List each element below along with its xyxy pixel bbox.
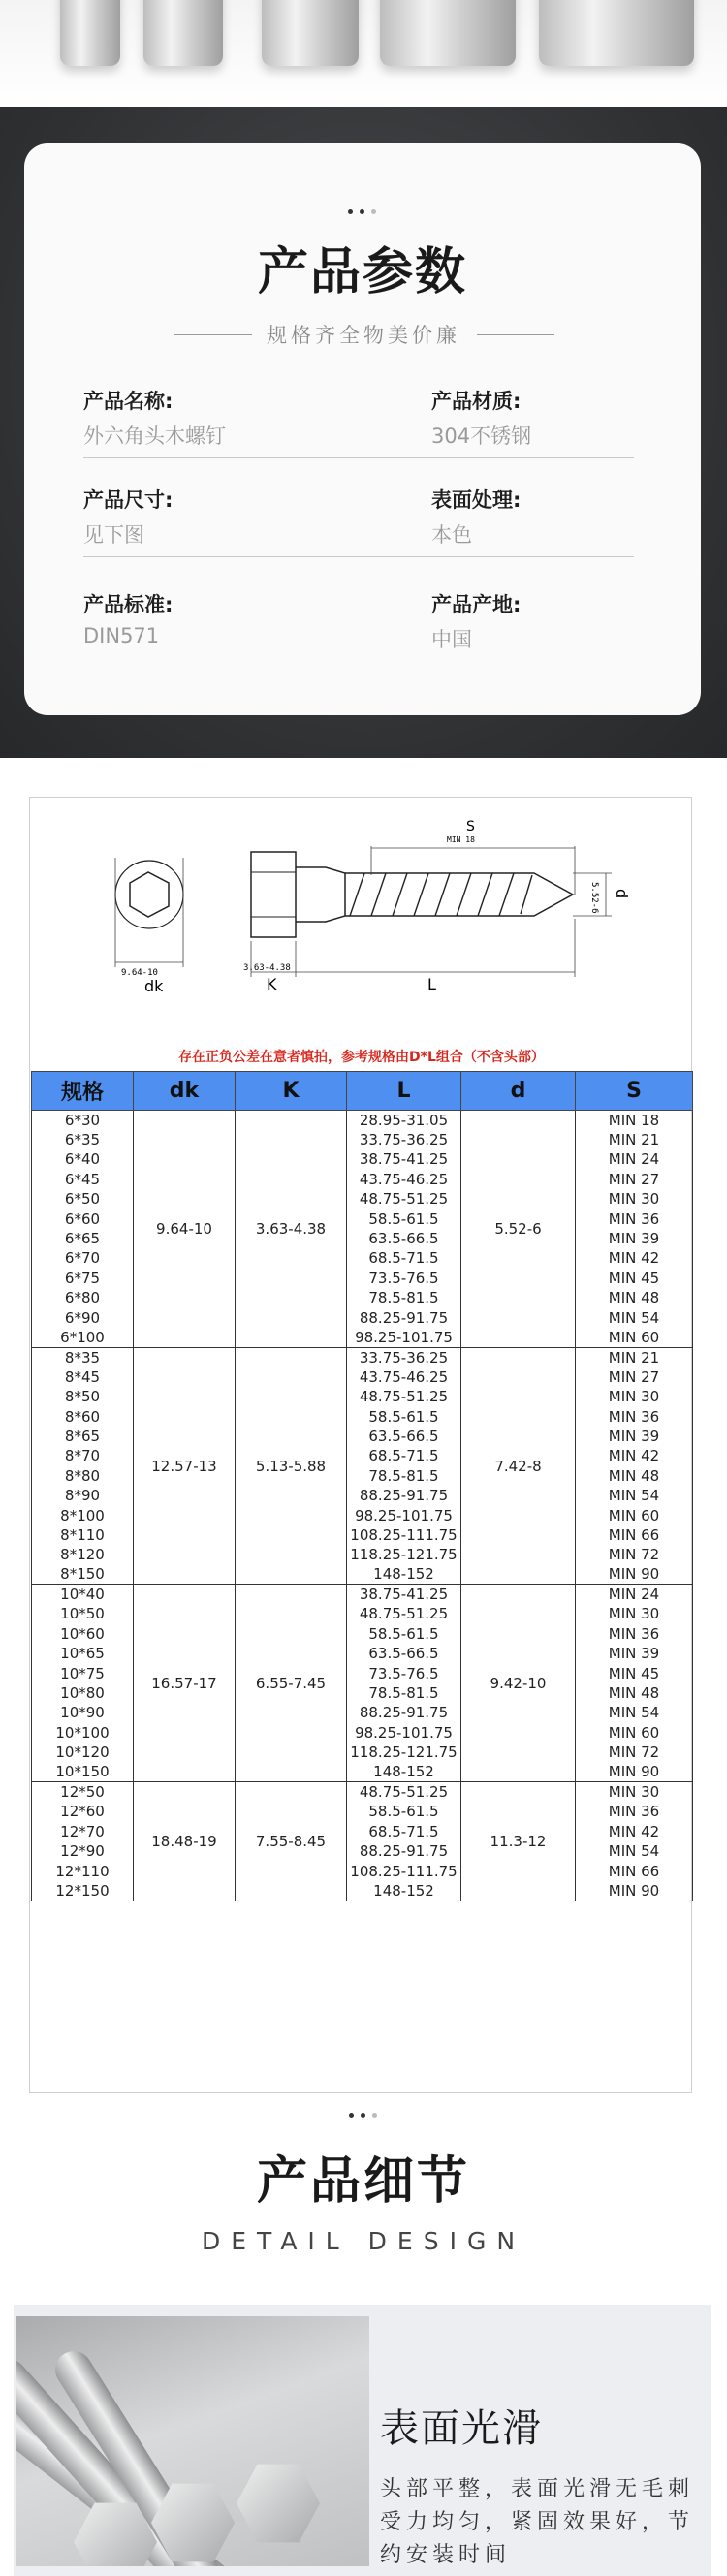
cell-spec: 6*100 bbox=[32, 1328, 134, 1347]
table-row bbox=[32, 1367, 693, 1387]
cell-l: 98.25-101.75 bbox=[347, 1505, 461, 1524]
cell-dk: 18.48-19 bbox=[134, 1782, 236, 1901]
cell-spec: 6*45 bbox=[32, 1170, 134, 1189]
header-dk: dk bbox=[134, 1072, 236, 1111]
cell-s: MIN 90 bbox=[576, 1762, 693, 1781]
cell-spec: 6*75 bbox=[32, 1269, 134, 1288]
cell-s: MIN 27 bbox=[576, 1170, 693, 1189]
cell-l: 63.5-66.5 bbox=[347, 1427, 461, 1446]
cell-s: MIN 42 bbox=[576, 1446, 693, 1465]
cell-l: 38.75-41.25 bbox=[347, 1149, 461, 1169]
table-row bbox=[32, 1189, 693, 1209]
cell-s: MIN 42 bbox=[576, 1248, 693, 1268]
param-label: 产品尺寸: bbox=[83, 488, 174, 512]
s-note: MIN 18 bbox=[447, 835, 475, 844]
cell-l: 58.5-61.5 bbox=[347, 1624, 461, 1644]
cell-s: MIN 54 bbox=[576, 1841, 693, 1861]
cell-s: MIN 36 bbox=[576, 1802, 693, 1821]
cell-s: MIN 24 bbox=[576, 1149, 693, 1169]
header-s: S bbox=[576, 1072, 693, 1111]
cell-spec: 8*150 bbox=[32, 1564, 134, 1584]
spec-box bbox=[29, 797, 692, 2093]
table-row bbox=[32, 1861, 693, 1880]
cell-s: MIN 27 bbox=[576, 1367, 693, 1387]
table-row bbox=[32, 1743, 693, 1762]
cell-spec: 8*90 bbox=[32, 1486, 134, 1505]
header-d: d bbox=[461, 1072, 576, 1111]
cell-l: 33.75-36.25 bbox=[347, 1130, 461, 1149]
cell-l: 118.25-121.75 bbox=[347, 1545, 461, 1564]
cell-spec: 12*110 bbox=[32, 1861, 134, 1880]
table-row bbox=[32, 1288, 693, 1307]
param-value: 中国 bbox=[431, 628, 472, 651]
cell-spec: 6*65 bbox=[32, 1229, 134, 1248]
table-row bbox=[32, 1149, 693, 1169]
l-label: L bbox=[427, 975, 436, 993]
cell-s: MIN 30 bbox=[576, 1604, 693, 1623]
cell-l: 108.25-111.75 bbox=[347, 1525, 461, 1545]
cell-spec: 10*120 bbox=[32, 1743, 134, 1762]
cell-s: MIN 30 bbox=[576, 1189, 693, 1209]
table-row bbox=[32, 1723, 693, 1743]
cell-l: 58.5-61.5 bbox=[347, 1209, 461, 1228]
param-surface bbox=[431, 485, 664, 549]
cell-s: MIN 45 bbox=[576, 1663, 693, 1682]
table-row bbox=[32, 1466, 693, 1486]
hex-head-end-view bbox=[130, 872, 169, 917]
cell-l: 48.75-51.25 bbox=[347, 1189, 461, 1209]
table-row bbox=[32, 1624, 693, 1644]
cell-s: MIN 39 bbox=[576, 1644, 693, 1663]
dk-label: dk bbox=[144, 977, 164, 995]
cell-s: MIN 54 bbox=[576, 1703, 693, 1722]
table-row bbox=[32, 1604, 693, 1623]
feature-description: 头部平整，表面光滑无毛刺受力均匀，紧固效果好，节约安装时间 bbox=[380, 2477, 695, 2567]
d-value-label: 5.52-6 bbox=[589, 882, 599, 914]
cell-l: 118.25-121.75 bbox=[347, 1743, 461, 1762]
cell-spec: 6*80 bbox=[32, 1288, 134, 1307]
cell-s: MIN 60 bbox=[576, 1505, 693, 1524]
params-subtitle: 规格齐全物美价廉 bbox=[267, 324, 460, 347]
cell-spec: 8*100 bbox=[32, 1505, 134, 1524]
cell-l: 68.5-71.5 bbox=[347, 1446, 461, 1465]
cell-l: 58.5-61.5 bbox=[347, 1406, 461, 1426]
param-material bbox=[431, 386, 664, 450]
param-origin bbox=[431, 589, 664, 653]
cell-spec: 6*50 bbox=[32, 1189, 134, 1209]
cell-spec: 12*70 bbox=[32, 1822, 134, 1841]
cell-s: MIN 18 bbox=[576, 1111, 693, 1130]
cell-spec: 6*60 bbox=[32, 1209, 134, 1228]
table-row bbox=[32, 1545, 693, 1564]
cell-s: MIN 36 bbox=[576, 1624, 693, 1644]
table-row bbox=[32, 1644, 693, 1663]
cell-l: 73.5-76.5 bbox=[347, 1663, 461, 1682]
cell-spec: 8*65 bbox=[32, 1427, 134, 1446]
cell-s: MIN 54 bbox=[576, 1486, 693, 1505]
table-row bbox=[32, 1427, 693, 1446]
table-row bbox=[32, 1229, 693, 1248]
cell-spec: 10*90 bbox=[32, 1703, 134, 1722]
cell-spec: 12*150 bbox=[32, 1881, 134, 1901]
tolerance-notice: 存在正负公差在意者慎拍，参考规格由D*L组合（不含头部） bbox=[178, 1050, 545, 1065]
param-label: 表面处理: bbox=[431, 488, 522, 512]
cell-spec: 10*150 bbox=[32, 1762, 134, 1781]
cell-s: MIN 60 bbox=[576, 1723, 693, 1743]
cell-d: 9.42-10 bbox=[461, 1585, 576, 1782]
screw-detail-photo bbox=[16, 2316, 369, 2566]
cell-l: 38.75-41.25 bbox=[347, 1585, 461, 1604]
table-row bbox=[32, 1564, 693, 1584]
screw-dimension-diagram bbox=[30, 798, 693, 1030]
cell-spec: 12*60 bbox=[32, 1802, 134, 1821]
cell-d: 5.52-6 bbox=[461, 1111, 576, 1348]
cell-l: 43.75-46.25 bbox=[347, 1367, 461, 1387]
header-k: K bbox=[236, 1072, 347, 1111]
cell-spec: 6*40 bbox=[32, 1149, 134, 1169]
cell-s: MIN 48 bbox=[576, 1466, 693, 1486]
table-row bbox=[32, 1209, 693, 1228]
cell-s: MIN 36 bbox=[576, 1209, 693, 1228]
table-row bbox=[32, 1782, 693, 1802]
cell-l: 43.75-46.25 bbox=[347, 1170, 461, 1189]
table-row bbox=[32, 1822, 693, 1841]
param-value: 304不锈钢 bbox=[431, 424, 532, 448]
cell-l: 28.95-31.05 bbox=[347, 1111, 461, 1130]
table-row bbox=[32, 1762, 693, 1781]
cell-l: 88.25-91.75 bbox=[347, 1703, 461, 1722]
cell-l: 148-152 bbox=[347, 1881, 461, 1901]
cell-l: 73.5-76.5 bbox=[347, 1269, 461, 1288]
hex-head-circle bbox=[115, 861, 183, 928]
cell-l: 88.25-91.75 bbox=[347, 1307, 461, 1327]
d-label: d bbox=[613, 889, 631, 899]
decorative-dots bbox=[349, 2113, 388, 2120]
cell-s: MIN 30 bbox=[576, 1782, 693, 1802]
cell-spec: 8*110 bbox=[32, 1525, 134, 1545]
param-value: 见下图 bbox=[83, 523, 144, 547]
table-row bbox=[32, 1406, 693, 1426]
cell-spec: 10*60 bbox=[32, 1624, 134, 1644]
cell-dk: 9.64-10 bbox=[134, 1111, 236, 1348]
param-label: 产品名称: bbox=[83, 390, 174, 413]
table-row bbox=[32, 1130, 693, 1149]
screw-head-side bbox=[251, 852, 296, 937]
cell-s: MIN 21 bbox=[576, 1130, 693, 1149]
cell-spec: 8*45 bbox=[32, 1367, 134, 1387]
cell-spec: 8*120 bbox=[32, 1545, 134, 1564]
cell-spec: 10*80 bbox=[32, 1683, 134, 1703]
cell-spec: 10*50 bbox=[32, 1604, 134, 1623]
cell-dk: 12.57-13 bbox=[134, 1347, 236, 1585]
cell-l: 33.75-36.25 bbox=[347, 1347, 461, 1367]
detail-subtitle: DETAIL DESIGN bbox=[201, 2227, 526, 2255]
product-photo-strip bbox=[0, 0, 727, 107]
table-row bbox=[32, 1347, 693, 1367]
bolt-head-image bbox=[539, 0, 694, 66]
cell-spec: 6*30 bbox=[32, 1111, 134, 1130]
cell-spec: 10*100 bbox=[32, 1723, 134, 1743]
cell-d: 7.42-8 bbox=[461, 1347, 576, 1585]
cell-l: 108.25-111.75 bbox=[347, 1861, 461, 1880]
cell-l: 78.5-81.5 bbox=[347, 1466, 461, 1486]
row-divider bbox=[83, 556, 634, 557]
header-l: L bbox=[347, 1072, 461, 1111]
cell-l: 78.5-81.5 bbox=[347, 1683, 461, 1703]
cell-spec: 8*35 bbox=[32, 1347, 134, 1367]
cell-l: 88.25-91.75 bbox=[347, 1841, 461, 1861]
cell-s: MIN 36 bbox=[576, 1406, 693, 1426]
k-label: K bbox=[267, 975, 277, 993]
table-row bbox=[32, 1486, 693, 1505]
cell-s: MIN 66 bbox=[576, 1525, 693, 1545]
param-label: 产品材质: bbox=[431, 390, 522, 413]
cell-l: 58.5-61.5 bbox=[347, 1802, 461, 1821]
table-row bbox=[32, 1703, 693, 1722]
cell-s: MIN 39 bbox=[576, 1427, 693, 1446]
cell-s: MIN 66 bbox=[576, 1861, 693, 1880]
table-row bbox=[32, 1170, 693, 1189]
cell-l: 98.25-101.75 bbox=[347, 1328, 461, 1347]
cell-l: 148-152 bbox=[347, 1564, 461, 1584]
cell-s: MIN 39 bbox=[576, 1229, 693, 1248]
table-row bbox=[32, 1111, 693, 1130]
cell-spec: 8*80 bbox=[32, 1466, 134, 1486]
table-row bbox=[32, 1881, 693, 1901]
cell-spec: 8*50 bbox=[32, 1387, 134, 1406]
row-divider bbox=[83, 457, 634, 458]
table-row bbox=[32, 1802, 693, 1821]
cell-s: MIN 48 bbox=[576, 1683, 693, 1703]
cell-s: MIN 42 bbox=[576, 1822, 693, 1841]
table-row bbox=[32, 1585, 693, 1604]
cell-l: 98.25-101.75 bbox=[347, 1723, 461, 1743]
table-row bbox=[32, 1248, 693, 1268]
table-row bbox=[32, 1841, 693, 1861]
table-row bbox=[32, 1525, 693, 1545]
spec-table-header bbox=[32, 1072, 693, 1111]
cell-l: 148-152 bbox=[347, 1762, 461, 1781]
cell-spec: 12*90 bbox=[32, 1841, 134, 1861]
table-row bbox=[32, 1269, 693, 1288]
cell-l: 63.5-66.5 bbox=[347, 1644, 461, 1663]
cell-s: MIN 48 bbox=[576, 1288, 693, 1307]
table-row bbox=[32, 1446, 693, 1465]
cell-s: MIN 60 bbox=[576, 1328, 693, 1347]
cell-k: 7.55-8.45 bbox=[236, 1782, 347, 1901]
param-value: 本色 bbox=[431, 523, 472, 547]
param-label: 产品标准: bbox=[83, 593, 174, 616]
cell-spec: 6*70 bbox=[32, 1248, 134, 1268]
cell-l: 68.5-71.5 bbox=[347, 1822, 461, 1841]
detail-title: 产品细节 bbox=[256, 2152, 470, 2211]
k-value-label: 3.63-4.38 bbox=[243, 963, 291, 973]
table-row bbox=[32, 1505, 693, 1524]
cell-spec: 12*50 bbox=[32, 1782, 134, 1802]
bolt-head-image bbox=[262, 0, 359, 66]
cell-k: 3.63-4.38 bbox=[236, 1111, 347, 1348]
cell-l: 78.5-81.5 bbox=[347, 1288, 461, 1307]
cell-s: MIN 54 bbox=[576, 1307, 693, 1327]
table-row bbox=[32, 1387, 693, 1406]
cell-dk: 16.57-17 bbox=[134, 1585, 236, 1782]
cell-l: 48.75-51.25 bbox=[347, 1604, 461, 1623]
param-value: 外六角头木螺钉 bbox=[83, 424, 226, 448]
dk-value-label: 9.64-10 bbox=[121, 968, 158, 978]
table-row bbox=[32, 1683, 693, 1703]
cell-spec: 6*35 bbox=[32, 1130, 134, 1149]
cell-s: MIN 21 bbox=[576, 1347, 693, 1367]
cell-l: 48.75-51.25 bbox=[347, 1782, 461, 1802]
param-standard bbox=[83, 589, 316, 653]
cell-spec: 8*60 bbox=[32, 1406, 134, 1426]
cell-spec: 10*40 bbox=[32, 1585, 134, 1604]
table-row bbox=[32, 1328, 693, 1347]
params-title: 产品参数 bbox=[257, 243, 467, 301]
cell-spec: 6*90 bbox=[32, 1307, 134, 1327]
cell-s: MIN 72 bbox=[576, 1545, 693, 1564]
cell-l: 88.25-91.75 bbox=[347, 1486, 461, 1505]
cell-l: 68.5-71.5 bbox=[347, 1248, 461, 1268]
cell-s: MIN 24 bbox=[576, 1585, 693, 1604]
table-row bbox=[32, 1307, 693, 1327]
feature-title: 表面光滑 bbox=[380, 2406, 543, 2451]
table-row bbox=[32, 1663, 693, 1682]
cell-s: MIN 90 bbox=[576, 1881, 693, 1901]
s-label: S bbox=[466, 819, 475, 834]
thread-lines bbox=[350, 873, 532, 916]
cell-s: MIN 72 bbox=[576, 1743, 693, 1762]
cell-spec: 10*75 bbox=[32, 1663, 134, 1682]
spec-table bbox=[31, 1071, 693, 1901]
cell-l: 48.75-51.25 bbox=[347, 1387, 461, 1406]
cell-spec: 10*65 bbox=[32, 1644, 134, 1663]
cell-spec: 8*70 bbox=[32, 1446, 134, 1465]
bolt-head-image bbox=[143, 0, 223, 66]
cell-k: 5.13-5.88 bbox=[236, 1347, 347, 1585]
param-label: 产品产地: bbox=[431, 593, 522, 616]
param-size bbox=[83, 485, 316, 549]
bolt-head-image bbox=[60, 0, 120, 66]
cell-s: MIN 30 bbox=[576, 1387, 693, 1406]
cell-s: MIN 45 bbox=[576, 1269, 693, 1288]
param-product-name bbox=[83, 386, 316, 450]
cell-d: 11.3-12 bbox=[461, 1782, 576, 1901]
cell-l: 63.5-66.5 bbox=[347, 1229, 461, 1248]
bolt-head-image bbox=[380, 0, 516, 66]
param-value: DIN571 bbox=[83, 624, 160, 647]
cell-k: 6.55-7.45 bbox=[236, 1585, 347, 1782]
decorative-dots bbox=[348, 209, 387, 217]
header-spec: 规格 bbox=[32, 1072, 134, 1111]
cell-s: MIN 90 bbox=[576, 1564, 693, 1584]
